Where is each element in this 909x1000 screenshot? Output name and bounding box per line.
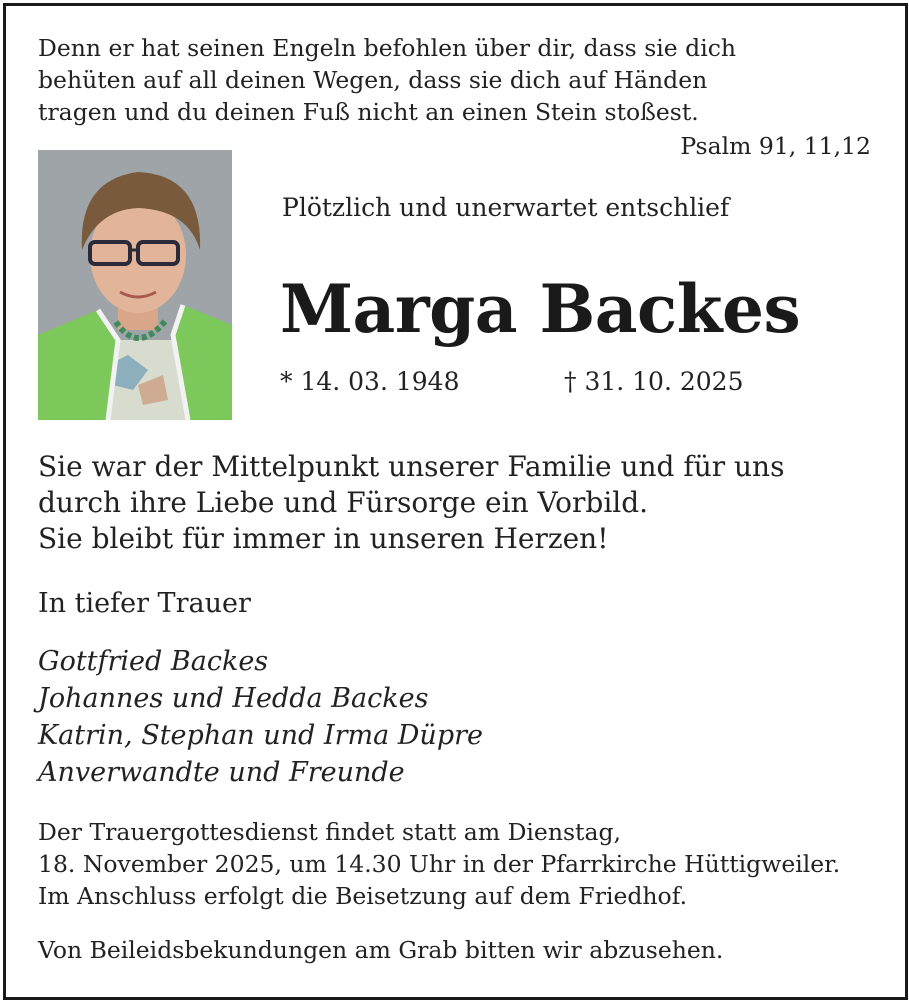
service-line: Im Anschluss erfolgt die Beisetzung auf dem Friedhof.: [38, 882, 688, 910]
tribute-line: Sie war der Mittelpunkt unserer Familie und für uns: [38, 450, 785, 483]
tribute-line: durch ihre Liebe und Fürsorge ein Vorbild.: [38, 486, 649, 519]
mourner-name: Katrin, Stephan und Irma Düpre: [38, 720, 483, 751]
verse-line: Denn er hat seinen Engeln befohlen über dir, dass sie dich: [38, 34, 737, 62]
bible-verse: [38, 32, 736, 128]
deceased-name: Marga Backes: [280, 270, 801, 348]
service-line: Der Trauergottesdienst findet statt am Dienstag,: [38, 818, 622, 846]
verse-line: behüten auf all deinen Wegen, dass sie dich auf Händen: [38, 66, 708, 94]
mourner-name: Johannes und Hedda Backes: [38, 683, 429, 714]
service-line: 18. November 2025, um 14.30 Uhr in der Pfarrkirche Hüttigweiler.: [38, 850, 841, 878]
portrait-photo: [38, 150, 232, 420]
service-info: [38, 816, 840, 912]
mourner-name: Anverwandte und Freunde: [38, 757, 405, 788]
condolence-note: Von Beileidsbekundungen am Grab bitten wir abzusehen.: [38, 936, 724, 964]
death-date: † 31. 10. 2025: [564, 367, 744, 396]
portrait-photo-icon: [38, 150, 232, 420]
announcement-intro: Plötzlich und unerwartet entschlief: [282, 193, 730, 222]
verse-reference: Psalm 91, 11,12: [680, 132, 871, 160]
birth-date: * 14. 03. 1948: [280, 367, 460, 396]
mourner-name: Gottfried Backes: [38, 646, 269, 677]
tribute-text: [38, 449, 784, 557]
verse-line: tragen und du deinen Fuß nicht an einen Stein stoßest.: [38, 98, 699, 126]
tribute-line: Sie bleibt für immer in unseren Herzen!: [38, 522, 609, 555]
mourning-heading: In tiefer Trauer: [38, 588, 251, 619]
mourners-list: [38, 643, 483, 791]
